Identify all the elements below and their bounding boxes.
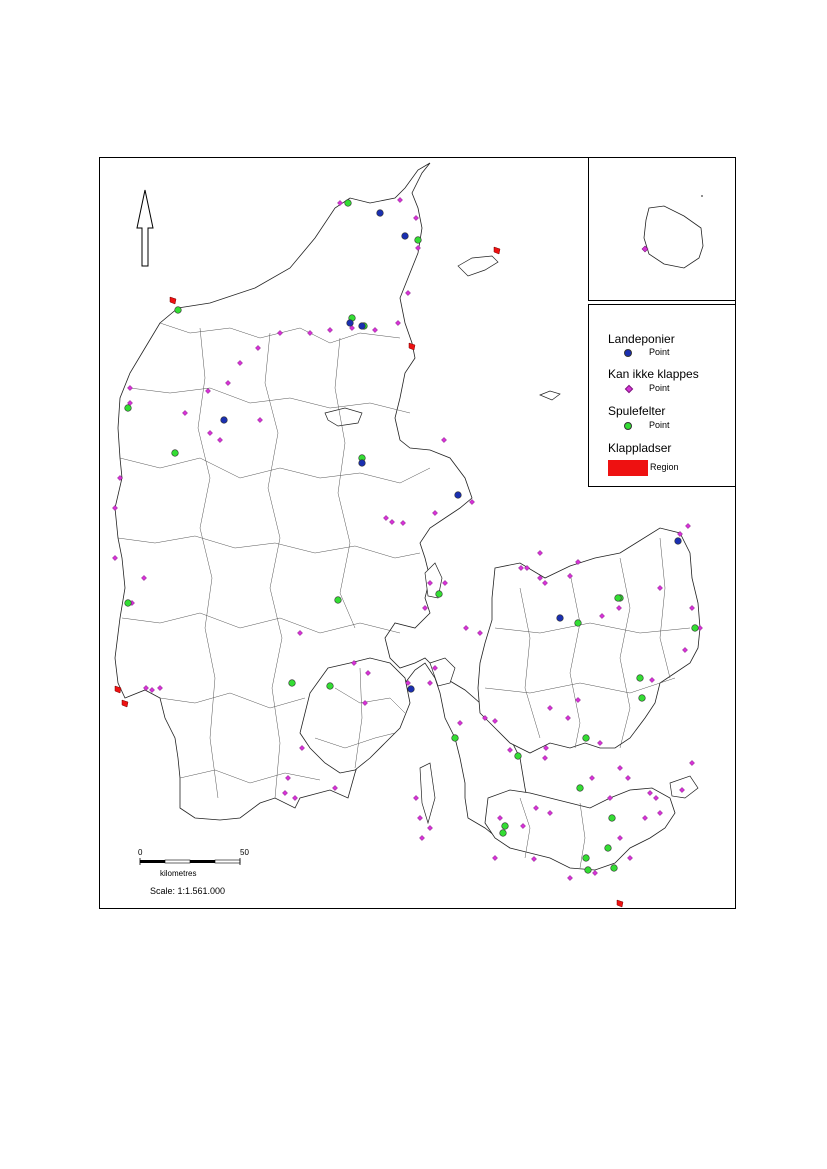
bornholm-map <box>589 158 735 300</box>
kan-ikke-klappes-point[interactable] <box>542 755 547 760</box>
kan-ikke-klappes-point[interactable] <box>685 523 690 528</box>
legend-klappladser-symbol <box>608 460 648 476</box>
anholt-island <box>540 391 560 400</box>
legend-sub-klappladser: Region <box>650 462 679 472</box>
spulefelter-point[interactable] <box>415 237 422 244</box>
kan-ikke-klappes-point[interactable] <box>617 765 622 770</box>
spulefelter-point[interactable] <box>172 450 179 457</box>
inset-bornholm <box>588 157 736 301</box>
langeland-island <box>420 763 435 823</box>
legend-spulefelter-symbol <box>624 422 632 430</box>
mon-island <box>670 776 698 798</box>
kan-ikke-klappes-point[interactable] <box>531 856 536 861</box>
kan-ikke-klappes-point[interactable] <box>417 815 422 820</box>
landeponier-point[interactable] <box>557 615 564 622</box>
kan-ikke-klappes-point[interactable] <box>689 760 694 765</box>
klappladser-region[interactable] <box>617 900 623 907</box>
spulefelter-point[interactable] <box>637 675 644 682</box>
landeponier-point[interactable] <box>408 686 415 693</box>
spulefelter-point[interactable] <box>502 823 509 830</box>
spulefelter-point[interactable] <box>327 683 334 690</box>
spulefelter-point[interactable] <box>577 785 584 792</box>
kan-ikke-klappes-point[interactable] <box>442 580 447 585</box>
legend-kan-ikke-klappes-symbol <box>625 385 633 393</box>
kan-ikke-klappes-point[interactable] <box>413 795 418 800</box>
landeponier-point[interactable] <box>377 210 384 217</box>
klappladser-region[interactable] <box>494 247 500 254</box>
zealand-outline <box>478 528 700 753</box>
kan-ikke-klappes-point[interactable] <box>567 875 572 880</box>
spulefelter-point[interactable] <box>615 595 622 602</box>
legend-title-landeponier: Landeponier <box>608 332 675 346</box>
legend-title-klappladser: Klappladser <box>608 441 672 455</box>
spulefelter-point[interactable] <box>605 845 612 852</box>
kan-ikke-klappes-point[interactable] <box>625 775 630 780</box>
legend-sub-spulefelter: Point <box>649 420 670 430</box>
landeponier-point[interactable] <box>221 417 228 424</box>
kan-ikke-klappes-point[interactable] <box>405 290 410 295</box>
spulefelter-point[interactable] <box>289 680 296 687</box>
spulefelter-point[interactable] <box>611 865 618 872</box>
spulefelter-point[interactable] <box>583 735 590 742</box>
lolland-outline <box>485 788 675 870</box>
kan-ikke-klappes-point[interactable] <box>492 855 497 860</box>
spulefelter-point[interactable] <box>335 597 342 604</box>
spulefelter-point[interactable] <box>585 867 592 874</box>
spulefelter-point[interactable] <box>639 695 646 702</box>
legend-sub-kan-ikke-klappes: Point <box>649 383 670 393</box>
spulefelter-point[interactable] <box>575 620 582 627</box>
kan-ikke-klappes-point[interactable] <box>427 825 432 830</box>
north-arrow-icon <box>137 190 153 266</box>
kan-ikke-klappes-point[interactable] <box>627 855 632 860</box>
laeso-island <box>458 256 498 276</box>
scale-unit-label: kilometres <box>160 869 197 878</box>
spulefelter-point[interactable] <box>175 307 182 314</box>
kan-ikke-klappes-point[interactable] <box>537 550 542 555</box>
klappladser-region[interactable] <box>170 297 176 304</box>
scale-start-label: 0 <box>138 848 143 857</box>
legend-sub-landeponier: Point <box>649 347 670 357</box>
kan-ikke-klappes-point[interactable] <box>427 680 432 685</box>
klappladser-region[interactable] <box>122 700 128 707</box>
kan-ikke-klappes-point[interactable] <box>469 499 474 504</box>
kan-ikke-klappes-point[interactable] <box>463 625 468 630</box>
scale-end-label: 50 <box>240 848 249 857</box>
legend-title-kan-ikke-klappes: Kan ikke klappes <box>608 367 699 381</box>
spulefelter-point[interactable] <box>692 625 699 632</box>
spulefelter-point[interactable] <box>583 855 590 862</box>
spulefelter-point[interactable] <box>500 830 507 837</box>
spulefelter-point[interactable] <box>452 735 459 742</box>
spulefelter-point[interactable] <box>125 405 132 412</box>
landeponier-point[interactable] <box>359 460 366 467</box>
landeponier-point[interactable] <box>402 233 409 240</box>
scale-bar <box>140 858 240 865</box>
spulefelter-point[interactable] <box>515 753 522 760</box>
spulefelter-point[interactable] <box>436 591 443 598</box>
kan-ikke-klappes-point[interactable] <box>589 775 594 780</box>
landeponier-point[interactable] <box>347 320 354 327</box>
spulefelter-point[interactable] <box>125 600 132 607</box>
legend <box>588 304 736 487</box>
spulefelter-point[interactable] <box>345 200 352 207</box>
scale-ratio-label: Scale: 1:1.561.000 <box>150 886 226 896</box>
kan-ikke-klappes-point[interactable] <box>477 630 482 635</box>
landeponier-point[interactable] <box>455 492 462 499</box>
kan-ikke-klappes-point[interactable] <box>112 555 117 560</box>
legend-landeponier-symbol <box>624 349 632 357</box>
kan-ikke-klappes-point[interactable] <box>419 835 424 840</box>
kan-ikke-klappes-point[interactable] <box>592 870 597 875</box>
spulefelter-point[interactable] <box>609 815 616 822</box>
landeponier-point[interactable] <box>675 538 682 545</box>
kan-ikke-klappes-point[interactable] <box>441 437 446 442</box>
landeponier-point[interactable] <box>359 323 366 330</box>
legend-title-spulefelter: Spulefelter <box>608 404 666 418</box>
